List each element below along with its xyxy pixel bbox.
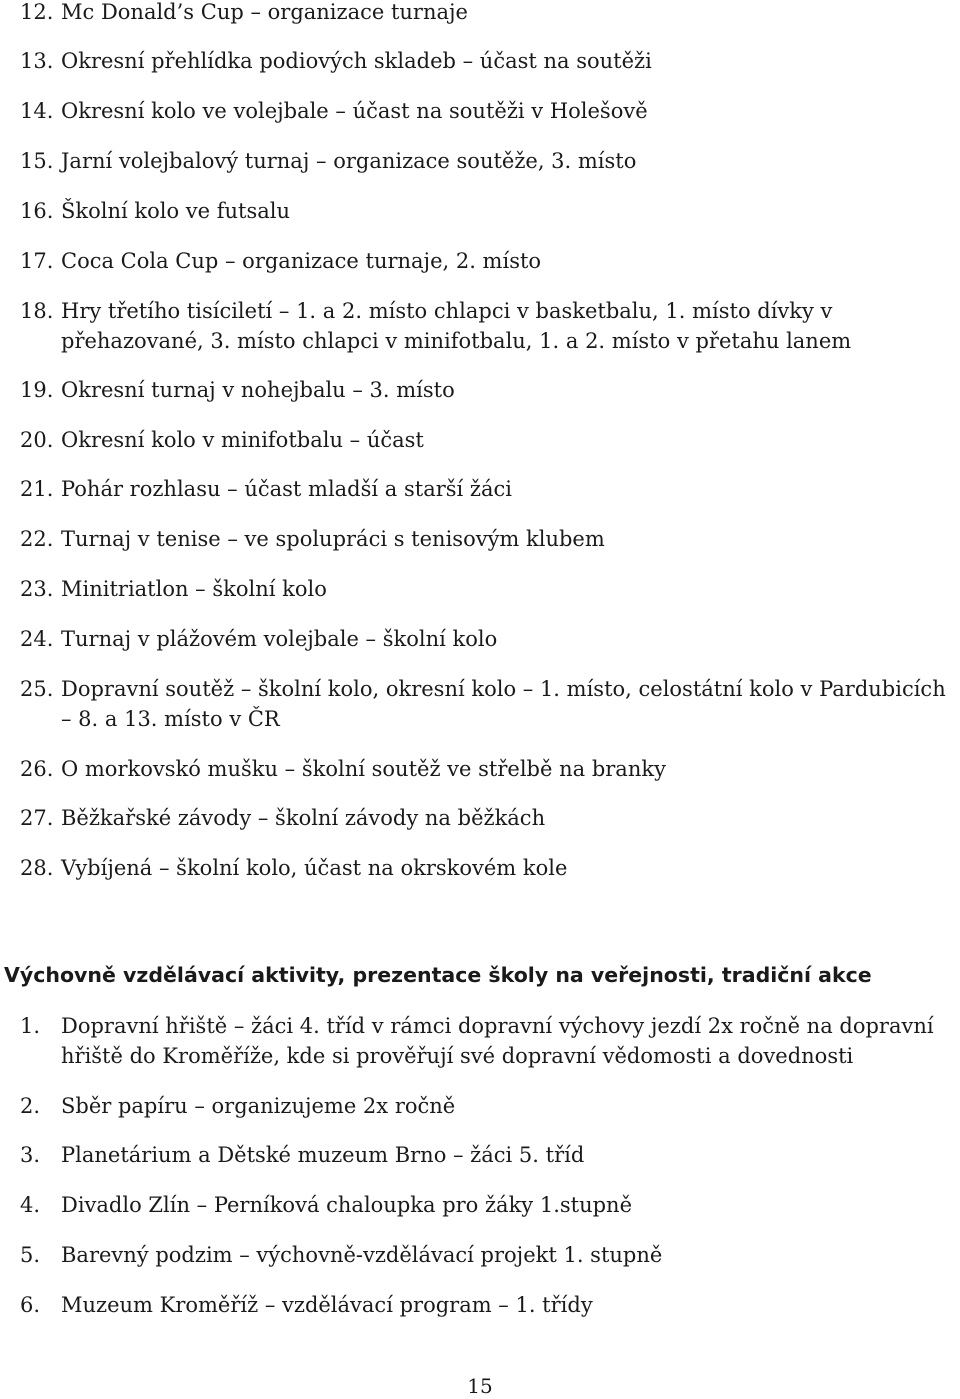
item-text: Coca Cola Cup – organizace turnaje, 2. místo bbox=[61, 249, 542, 273]
list-item bbox=[20, 296, 958, 356]
item-text: Okresní turnaj v nohejbalu – 3. místo bbox=[61, 378, 455, 402]
item-number: 22. bbox=[20, 527, 54, 551]
item-number: 20. bbox=[20, 428, 54, 452]
item-text: O morkovskó mušku – školní soutěž ve střelbě na branky bbox=[61, 757, 666, 781]
item-text: Jarní volejbalový turnaj – organizace soutěže, 3. místo bbox=[61, 149, 637, 173]
list-item bbox=[20, 1091, 958, 1121]
item-number: 6. bbox=[20, 1293, 41, 1317]
list-item bbox=[20, 524, 958, 554]
item-text: Hry třetího tisíciletí – 1. a 2. místo chlapci v basketbalu, 1. místo dívky v přehazované, 3. místo chlapci v minifotbalu, 1. a 2. místo v přetahu lanem bbox=[61, 299, 852, 353]
item-text: Mc Donald’s Cup – organizace turnaje bbox=[61, 0, 468, 24]
item-text: Školní kolo ve futsalu bbox=[61, 199, 291, 223]
item-number: 23. bbox=[20, 577, 54, 601]
list-item bbox=[20, 674, 958, 734]
item-number: 3. bbox=[20, 1143, 41, 1167]
item-text: Planetárium a Dětské muzeum Brno – žáci 5. tříd bbox=[61, 1143, 585, 1167]
item-text: Muzeum Kroměříž – vzdělávací program – 1. třídy bbox=[61, 1293, 593, 1317]
item-text: Divadlo Zlín – Perníková chaloupka pro žáky 1.stupně bbox=[61, 1193, 633, 1217]
item-text: Okresní kolo v minifotbalu – účast bbox=[61, 428, 424, 452]
item-text: Okresní kolo ve volejbale – účast na soutěži v Holešově bbox=[61, 99, 648, 123]
list-item bbox=[20, 1190, 958, 1220]
list-item bbox=[20, 1240, 958, 1270]
list-item bbox=[20, 574, 958, 604]
item-number: 13. bbox=[20, 49, 54, 73]
item-text: Pohár rozhlasu – účast mladší a starší žáci bbox=[61, 477, 512, 501]
item-text: Minitriatlon – školní kolo bbox=[61, 577, 327, 601]
item-text: Dopravní hřiště – žáci 4. tříd v rámci dopravní výchovy jezdí 2x ročně na dopravní hřiště do Kroměříže, kde si prověřují své dopravní vědomosti a dovednosti bbox=[61, 1014, 934, 1068]
item-number: 21. bbox=[20, 477, 54, 501]
item-number: 27. bbox=[20, 806, 54, 830]
item-number: 1. bbox=[20, 1014, 41, 1038]
list-item bbox=[20, 0, 958, 27]
list-item bbox=[20, 624, 958, 654]
item-text: Běžkařské závody – školní závody na běžkách bbox=[61, 806, 546, 830]
item-number: 2. bbox=[20, 1094, 41, 1118]
item-text: Dopravní soutěž – školní kolo, okresní kolo – 1. místo, celostátní kolo v Pardubicích – 8. a 13. místo v ČR bbox=[61, 677, 946, 731]
item-text: Turnaj v tenise – ve spolupráci s tenisovým klubem bbox=[61, 527, 605, 551]
item-text: Sběr papíru – organizujeme 2x ročně bbox=[61, 1094, 456, 1118]
item-number: 25. bbox=[20, 677, 54, 701]
list-item bbox=[20, 853, 958, 883]
list-item bbox=[20, 1290, 958, 1320]
item-text: Barevný podzim – výchovně-vzdělávací projekt 1. stupně bbox=[61, 1243, 663, 1267]
page-number: 15 bbox=[467, 1374, 493, 1398]
list-item bbox=[20, 146, 958, 176]
item-number: 12. bbox=[20, 0, 54, 24]
item-number: 4. bbox=[20, 1193, 41, 1217]
list-item bbox=[20, 754, 958, 784]
item-number: 28. bbox=[20, 856, 54, 880]
list-item bbox=[20, 1011, 958, 1071]
list-item bbox=[20, 1140, 958, 1170]
list-item bbox=[20, 803, 958, 833]
list-item bbox=[20, 46, 958, 76]
list-item bbox=[20, 425, 958, 455]
list-item bbox=[20, 375, 958, 405]
item-number: 15. bbox=[20, 149, 54, 173]
item-text: Turnaj v plážovém volejbale – školní kolo bbox=[61, 627, 498, 651]
list-item bbox=[20, 246, 958, 276]
list-item bbox=[20, 474, 958, 504]
item-number: 18. bbox=[20, 299, 54, 323]
item-number: 17. bbox=[20, 249, 54, 273]
item-number: 24. bbox=[20, 627, 54, 651]
item-number: 26. bbox=[20, 757, 54, 781]
item-number: 19. bbox=[20, 378, 54, 402]
item-text: Okresní přehlídka podiových skladeb – účast na soutěži bbox=[61, 49, 652, 73]
list-item bbox=[20, 96, 958, 126]
item-text: Vybíjená – školní kolo, účast na okrskovém kole bbox=[61, 856, 568, 880]
item-number: 14. bbox=[20, 99, 54, 123]
list-item bbox=[20, 196, 958, 226]
section-heading: Výchovně vzdělávací aktivity, prezentace školy na veřejnosti, tradiční akce bbox=[4, 963, 872, 987]
item-number: 16. bbox=[20, 199, 54, 223]
item-number: 5. bbox=[20, 1243, 41, 1267]
